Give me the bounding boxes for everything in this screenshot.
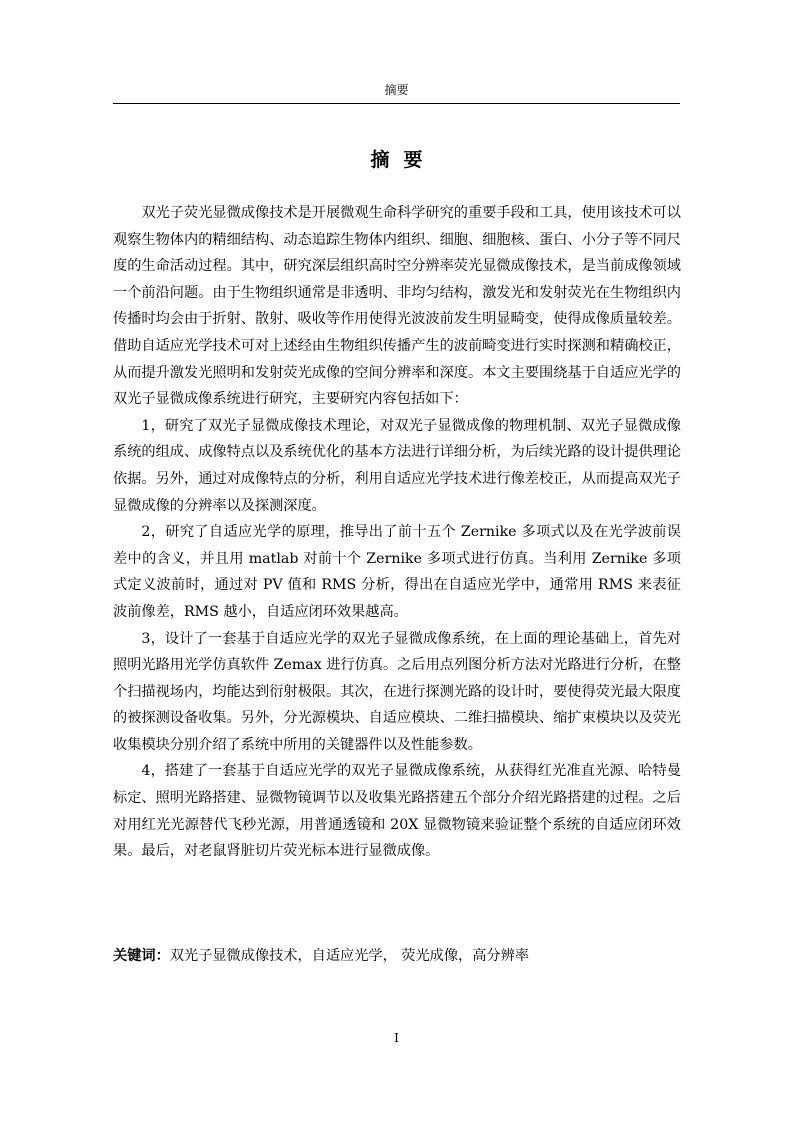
abstract-paragraph-item-1: 1，研究了双光子显微成像技术理论，对双光子显微成像的物理机制、双光子显微成像系统的组成、成像特点以及系统优化的基本方法进行详细分析，为后续光路的设计提供理论依据。另外，通过对成像特点的分析，利用自适应光学技术进行像差校正，从而提高双光子显微成像的分辨率以及探测深度。 <box>113 417 681 514</box>
keywords-text: 双光子显微成像技术，自适应光学， 荧光成像，高分辨率 <box>169 948 529 964</box>
running-header-text: 摘要 <box>384 83 409 97</box>
page-number: I <box>394 1031 399 1045</box>
abstract-paragraph-item-2: 2，研究了自适应光学的原理，推导出了前十五个 Zernike 多项式以及在光学波前误差中的含义，并且用 matlab 对前十个 Zernike 多项式进行仿真。当利用 Zernike 多项式定义波前时，通过对 PV 值和 RMS 分析，得出在自适应光学中，通常用 RMS 来表征波前像差，RMS 越小，自适应闭环效果越高。 <box>113 524 681 620</box>
keywords-label: 关键词： <box>113 948 170 964</box>
keywords-line <box>113 943 681 970</box>
running-header <box>113 82 680 98</box>
page-title: 摘要 <box>370 149 437 171</box>
abstract-paragraph-item-3: 3，设计了一套基于自适应光学的双光子显微成像系统，在上面的理论基础上，首先对照明光路用光学仿真软件 Zemax 进行仿真。之后用点列图分析方法对光路进行分析，在整个扫描视场内，均能达到衍射极限。其次，在进行探测光路的设计时，要使得荧光最大限度的被探测设备收集。另外，分光源模块、自适应模块、二维扫描模块、缩扩束模块以及荧光收集模块分别介绍了系统中所用的关键器件以及性能参数。 <box>113 630 681 753</box>
abstract-paragraph-item-4: 4，搭建了一套基于自适应光学的双光子显微成像系统，从获得红光准直光源、哈特曼标定、照明光路搭建、显微物镜调节以及收集光路搭建五个部分介绍光路搭建的过程。之后对用红光光源替代飞秒光源，用普通透镜和 20X 显微物镜来验证整个系统的自适应闭环效果。最后，对老鼠肾脏切片荧光标本进行显微成像。 <box>113 763 681 860</box>
abstract-body <box>113 200 681 865</box>
header-divider <box>113 103 680 104</box>
abstract-paragraph-intro: 双光子荧光显微成像技术是开展微观生命科学研究的重要手段和工具，使用该技术可以观察生物体内的精细结构、动态追踪生物体内组织、细胞、细胞核、蛋白、小分子等不同尺度的生命活动过程。其中，研究深层组织高时空分辨率荧光显微成像技术，是当前成像领域一个前沿问题。由于生物组织通常是非透明、非均匀结构，激发光和发射荧光在生物组织内传播时均会由于折射、散射、吸收等作用使得光波波前发生明显畸变，使得成像质量较差。借助自适应光学技术可对上述经由生物组织传播产生的波前畸变进行实时探测和精确校正，从而提升激发光照明和发射荧光成像的空间分辨率和深度。本文主要围绕基于自适应光学的双光子显微成像系统进行研究，主要研究内容包括如下： <box>113 205 681 408</box>
